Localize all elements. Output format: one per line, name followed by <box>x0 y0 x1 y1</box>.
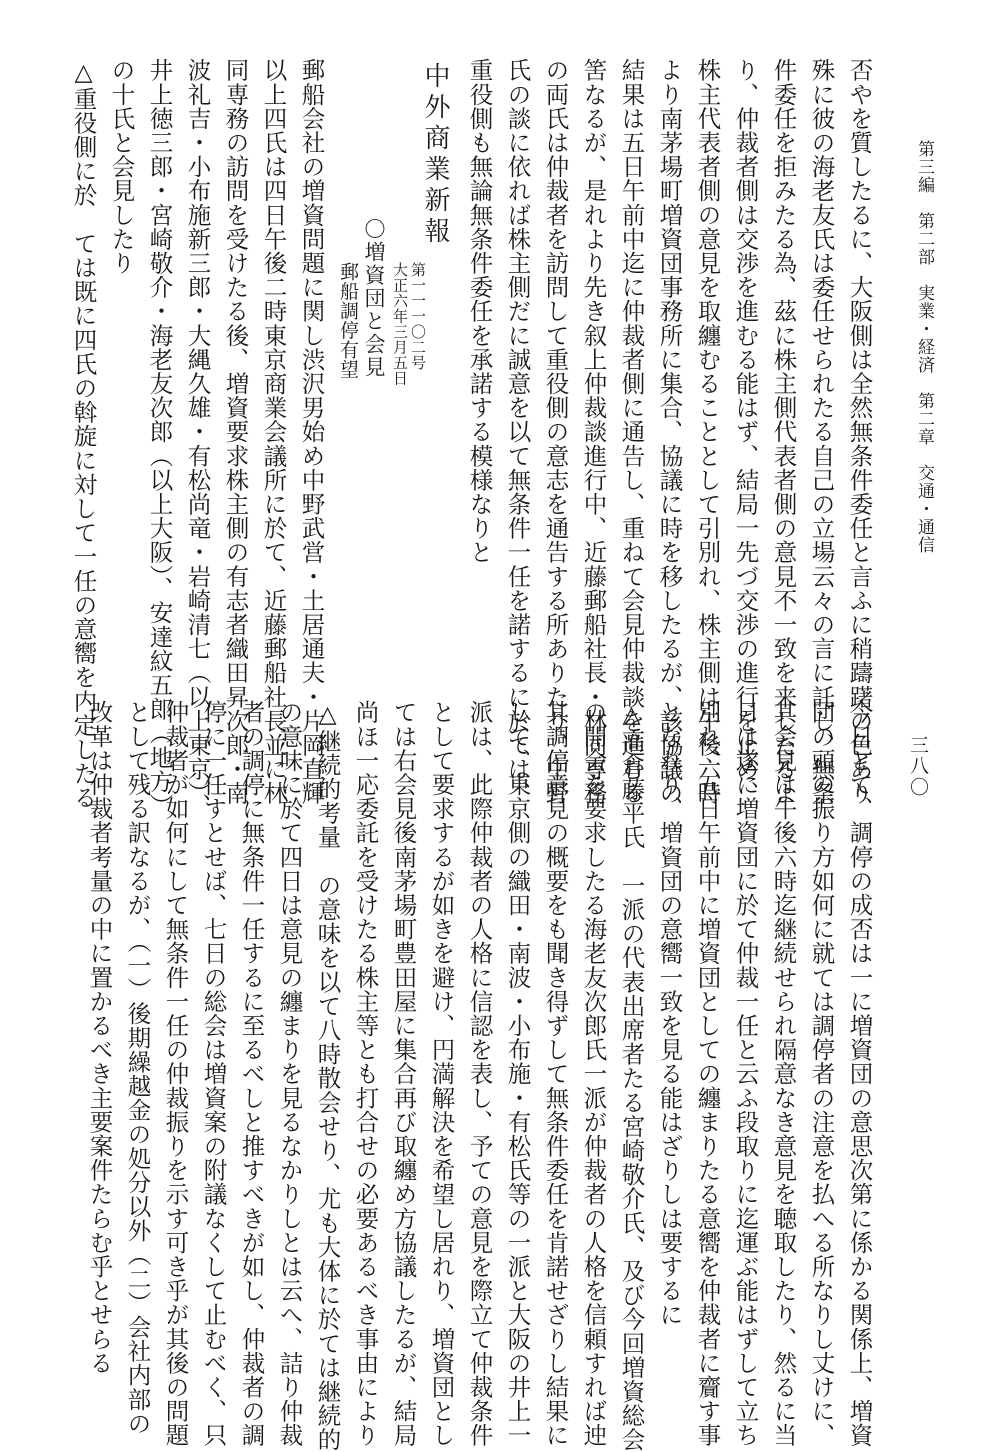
article-headline: 〇増資団と会見 <box>362 218 386 379</box>
article-text-line: の十氏と会見したり <box>107 58 136 275</box>
article-subheadline: 郵船調停有望 <box>337 262 359 379</box>
lower-text-line: 改革は仲裁者考量の中に置かるべき主要案件たらむ乎とせらる <box>85 700 114 1375</box>
lower-text-line: の開会を要求したる海老友次郎氏一派が仲裁者の人格を信頼すれば迚 <box>579 700 608 1448</box>
upper-text-line: より南茅場町増資団事務所に集合、協議に時を移したるが、該協議の <box>655 58 684 806</box>
article-text-line: 井上徳三郎・宮崎敬介・海老友次郎（以上大阪）、安達紋五郎（地方） <box>145 58 174 818</box>
lower-text-line: として残る訳なるが、（一）後期繰越金の処分以外（二）会社内部の <box>123 700 152 1436</box>
upper-text-line: の両氏は仲裁者を訪問して重役側の意志を通告する所ありたり、中野 <box>541 58 570 806</box>
upper-text-line: 否やを質したるに、大阪側は全然無条件委任と言ふに稍躊躇の色あり <box>845 58 874 806</box>
running-header: 第三編 第二部 実業・経済 第二章 交通・通信 <box>914 140 934 554</box>
upper-text-line: り、仲裁者側は交渉を進むる能はず、結局一先づ交渉の進行を止め、 <box>731 58 760 806</box>
article-text-line: 波礼吉・小布施新三郎・大縄久雄・有松尚竜・岩崎清七（以上東京）、 <box>183 58 212 818</box>
upper-text-line: 殊に彼の海老友氏は委任せられたる自己の立場云々の言に託し、無条 <box>807 58 836 806</box>
lower-text-line: として要求するが如きを避け、円満解決を希望し居れり、増資団とし <box>427 700 456 1448</box>
article-text-line: 以上四氏は四日午後二時東京商業会議所に於て、近藤郵船社長並に林 <box>259 58 288 806</box>
lower-text-line: 仲裁者が如何にして無条件一任の仲裁振りを示す可き乎が其後の問題 <box>161 700 190 1448</box>
lower-text-line: 尚ほ一応委託を受けたる株主等とも打合せの必要あるべき事由により <box>351 700 380 1448</box>
lower-text-line: 其会見は午後六時迄継続せられ隔意なき意見を聴取したり、然るに当 <box>769 700 798 1448</box>
lower-text-line: △高倉藤平氏 一派の代表出席者たる宮崎敬介氏、及び今回増資総会 <box>617 700 646 1452</box>
lower-text-line: して、東京側の織田・南波・小布施・有松氏等の一派と大阪の井上一 <box>503 700 532 1448</box>
lower-text-line: 者の調停に無条件一任するに至るべしと推すべきが如し、仲裁者の調 <box>237 700 266 1448</box>
lower-text-line: 其調停意見の概要をも聞き得ずして無条件委任を肯諾せざりし結果に <box>541 700 570 1448</box>
upper-text-line: 結果は五日午前中迄に仲裁者側に通告し、重ねて会見仲裁談を進むる <box>617 58 646 806</box>
page-number: 三八〇 <box>907 735 929 798</box>
lower-text-line: 今日とて、調停の成否は一に増資団の意思次第に係かる関係上、増資 <box>845 700 874 1448</box>
upper-text-line: 氏の談に依れば株主側だに誠意を以て無条件一任を諾するに於ては、 <box>503 58 532 806</box>
lower-text-line: 別れ、五日午前中に増資団としての纏まりたる意嚮を仲裁者に齎す事 <box>693 700 722 1448</box>
upper-text-line: 件委任を拒みたる為、茲に株主側代表者側の意見不一致を来したるよ <box>769 58 798 806</box>
newspaper-title: 中外商業新報 <box>420 62 450 248</box>
upper-text-line: 重役側も無論無条件委任を承諾する模様なりと <box>465 58 494 565</box>
lower-text-line: 派は、此際仲裁者の人格に信認を表し、予ての意見を際立て仲裁条件 <box>465 700 494 1448</box>
article-text-line: △重役側に於 ては既に四氏の斡旋に対して一任の意嚮を内定したる <box>69 58 98 810</box>
lower-text-line: ては右会見後南茅場町豊田屋に集合再び取纏め方協議したるが、結局 <box>389 700 418 1448</box>
lower-text-line: 日は遂に増資団に於て仲裁一任と云ふ段取りに迄運ぶ能はずして立ち <box>731 700 760 1448</box>
lower-text-line: 団の頭の振り方如何に就ては調停者の注意を払へる所なりし丈けに、 <box>807 700 836 1448</box>
lower-text-line: 停に一任すとせば、七日の総会は増資案の附議なくして止むべく、只 <box>199 700 228 1448</box>
lower-text-line: △継続的考量 の意味を以て八時散会せり、尤も大体に於ては継続的 <box>313 700 342 1452</box>
upper-text-line: 株主代表者側の意見を取纏むることとして引別れ、株主側は午後六時 <box>693 58 722 806</box>
lower-text-line: の意味に於て四日は意見の纏まりを見るなかりしとは云へ、詰り仲裁 <box>275 700 304 1448</box>
issue-number: 第一一一〇二号 <box>409 262 427 371</box>
issue-date: 大正六年三月五日 <box>391 262 409 386</box>
upper-text-line: 筈なるが、是れより先き叙上仲裁談進行中、近藤郵船社長・林同専務 <box>579 58 608 806</box>
article-text-line: 同専務の訪問を受けたる後、増資要求株主側の有志者織田昇次郎・南 <box>221 58 250 806</box>
article-text-line: 郵船会社の増資問題に関し渋沢男始め中野武営・土居通夫・片岡直輝 <box>297 58 326 806</box>
lower-text-line: となれり、増資団の意嚮一致を見る能はざりしは要するに <box>655 700 684 1327</box>
